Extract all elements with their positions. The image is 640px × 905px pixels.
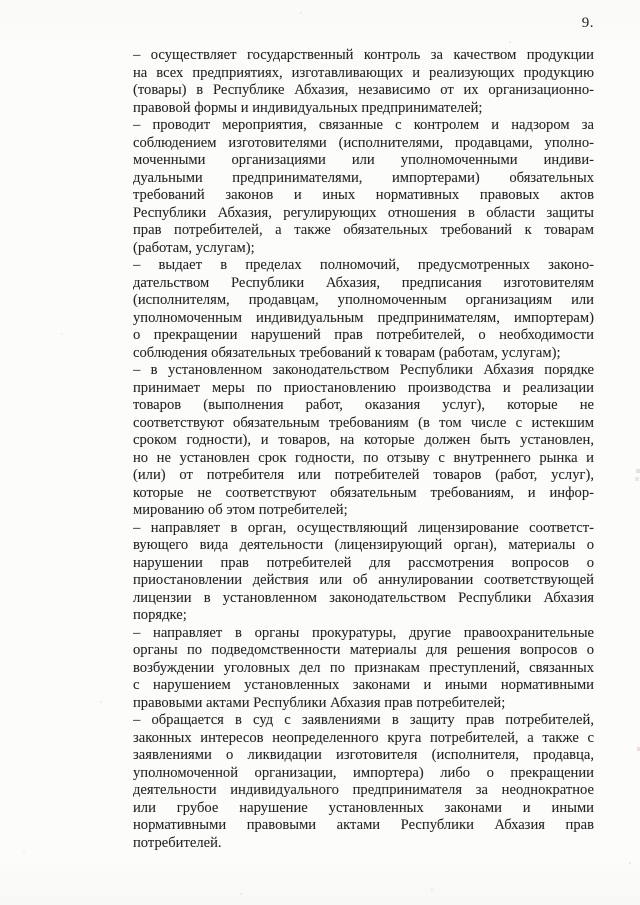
document-body <box>133 47 594 852</box>
paragraph <box>133 257 594 362</box>
text-line: о прекращении нарушений прав потребителей, о необходимости <box>133 327 594 343</box>
text-line: потребителей. <box>133 834 222 851</box>
text-line: которые не соответствуют обязательным требованиям, и инфор- <box>133 484 594 501</box>
text-line: (или) от потребителя или потребителей товаров (работ, услуг), <box>133 467 594 483</box>
text-line: правовыми актами Республики Абхазия прав потребителей; <box>133 694 506 711</box>
text-line: товаров (выполнения работ, оказания услуг), которые не <box>133 397 594 413</box>
text-line: лицензии в установленном законодательством Республики Абхазия <box>133 589 594 606</box>
text-line: с нарушением установленных законами и иными нормативными <box>133 677 594 693</box>
paragraph <box>133 625 594 713</box>
text-line: заявлениями о ликвидации изготовителя (исполнителя, продавца, <box>133 747 594 763</box>
text-line: – в установленном законодательством Республики Абхазия порядке <box>133 362 594 378</box>
text-line: дательством Республики Абхазия, предписания изготовителям <box>133 274 594 291</box>
text-line: (работам, услугам); <box>133 239 255 256</box>
text-line: возбуждении уголовных дел по признакам преступлений, связанных <box>133 659 594 676</box>
text-line: деятельности индивидуального предпринимателя за неоднократное <box>133 782 594 798</box>
text-line: – направляет в орган, осуществляющий лицензирование соответст- <box>133 519 594 536</box>
text-line: но не установлен срок годности, по отзыву с внутреннего рынка и <box>133 449 594 466</box>
scan-noise-layer <box>0 0 2 2</box>
text-line: уполномоченным индивидуальным предпринимателям, импортерам) <box>133 309 594 326</box>
text-line: требований законов и иных нормативных правовых актов <box>133 187 594 203</box>
page-number: 9. <box>581 15 594 31</box>
text-line: вующего вида деятельности (лицензирующий орган), материалы о <box>133 537 594 553</box>
text-line: соблюдения обязательных требований к товарам (работам, услугам); <box>133 344 561 361</box>
text-line: (исполнителям, продавцам, уполномоченным организациям или <box>133 292 594 308</box>
text-line: – обращается в суд с заявлениями в защиту прав потребителей, <box>133 712 594 728</box>
text-line: – направляет в органы прокуратуры, другие правоохранительные <box>133 624 594 641</box>
text-line: соответствуют обязательным требованиям (в том числе с истекшим <box>133 414 594 431</box>
text-line: сроком годности), и товаров, на которые должен быть установлен, <box>133 432 594 448</box>
text-line: прав потребителей, а также обязательных требований к товарам <box>133 222 594 238</box>
paragraph <box>133 47 594 117</box>
text-line: Республики Абхазия, регулирующих отношения в области защиты <box>133 204 594 221</box>
text-line: законных интересов неопределенного круга потребителей, а также с <box>133 729 594 746</box>
text-line: на всех предприятиях, изготавливающих и реализующих продукцию <box>133 64 594 81</box>
text-line: органы по подведомственности материалы для решения вопросов о <box>133 642 594 658</box>
text-line: нарушении прав потребителей для рассмотрения вопросов о <box>133 554 594 571</box>
text-line: правовой формы и индивидуальных предпринимателей; <box>133 99 483 116</box>
text-line: порядке; <box>133 607 187 623</box>
text-line: дуальными предпринимателями, импортерами) обязательных <box>133 169 594 186</box>
text-line: соблюдением изготовителями (исполнителями, продавцами, уполно- <box>133 134 594 151</box>
text-line: (товары) в Республике Абхазия, независимо от их организационно- <box>133 82 594 98</box>
text-line: принимает меры по приостановлению производства и реализации <box>133 379 594 396</box>
text-line: – проводит мероприятия, связанные с контролем и надзором за <box>133 117 594 133</box>
text-line: или грубое нарушение установленных законами и иными <box>133 799 594 816</box>
paragraph <box>133 117 594 257</box>
paragraph <box>133 712 594 852</box>
text-line: – осуществляет государственный контроль за качеством продукции <box>133 47 594 63</box>
text-line: – выдает в пределах полномочий, предусмотренных законо- <box>133 257 594 273</box>
text-line: мированию об этом потребителей; <box>133 502 348 518</box>
text-line: моченными организациями или уполномоченными индиви- <box>133 152 594 168</box>
text-line: нормативными правовыми актами Республики Абхазия прав <box>133 817 594 833</box>
text-line: уполномоченной организации, импортера) либо о прекращении <box>133 764 594 781</box>
text-line: приостановлении действия или об аннулировании соответствующей <box>133 572 594 588</box>
paragraph <box>133 362 594 520</box>
paragraph <box>133 520 594 625</box>
